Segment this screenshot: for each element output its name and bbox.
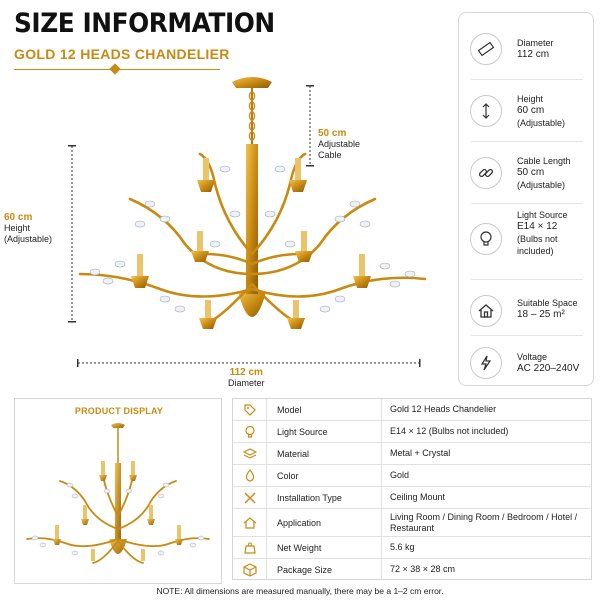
- spec-note: (Adjustable): [517, 180, 566, 190]
- table-key: Installation Type: [277, 492, 342, 503]
- product-image: [15, 421, 221, 581]
- cable-dimension: [318, 128, 360, 161]
- spec-voltage: [459, 335, 595, 395]
- spec-divider: [471, 141, 583, 142]
- spec-value: 18 – 25 m²: [517, 309, 565, 320]
- spec-divider: [471, 79, 583, 80]
- table-value: Metal + Crystal: [381, 443, 589, 464]
- table-value: Gold 12 Heads Chandelier: [381, 399, 589, 420]
- height-arrows-icon: [470, 95, 502, 127]
- cable-label-1: Adjustable: [318, 139, 361, 149]
- light-bulb-icon: [233, 421, 267, 442]
- spec-light-source: [459, 205, 595, 279]
- table-row: [233, 465, 591, 487]
- table-value: Ceiling Mount: [381, 487, 589, 508]
- table-key: Light Source: [277, 426, 328, 437]
- diameter-value: 112 cm: [229, 367, 263, 378]
- cable-label-2: Cable: [318, 150, 342, 160]
- spec-label: Suitable Space: [517, 298, 578, 308]
- product-subtitle: GOLD 12 HEADS CHANDELIER: [14, 46, 230, 62]
- chandelier-illustration: [0, 74, 450, 394]
- table-row: [233, 487, 591, 509]
- product-display-title: PRODUCT DISPLAY: [74, 406, 164, 416]
- table-value: Gold: [381, 465, 589, 486]
- spec-divider: [471, 203, 583, 204]
- layers-icon: [233, 443, 267, 464]
- table-row: [233, 559, 591, 580]
- table-row: [233, 509, 591, 537]
- spec-table: [232, 398, 592, 580]
- house-icon: [233, 509, 267, 536]
- table-key: Package Size: [277, 564, 333, 575]
- table-key: Material: [277, 448, 310, 459]
- spec-label: Light Source: [517, 210, 568, 220]
- divider-diamond-icon: [109, 63, 120, 74]
- spec-label: Voltage: [517, 352, 548, 362]
- tag-icon: [233, 399, 267, 420]
- spec-note: (Adjustable): [517, 118, 566, 128]
- light-bulb-icon: [470, 223, 502, 255]
- table-key: Model: [277, 404, 302, 415]
- table-value: E14 × 12 (Bulbs not included): [381, 421, 589, 442]
- spec-value: E14 × 12: [517, 221, 558, 232]
- height-label-2: (Adjustable): [4, 234, 53, 244]
- table-value: 5.6 kg: [381, 537, 589, 558]
- diameter-label: Diameter: [228, 378, 265, 388]
- tools-icon: [233, 487, 267, 508]
- table-key: Net Weight: [277, 542, 322, 553]
- spec-cable: [459, 143, 595, 203]
- height-label-1: Height: [4, 223, 31, 233]
- table-row: [233, 421, 591, 443]
- table-value: Living Room / Dining Room / Bedroom / Hotel / Restaurant: [381, 509, 589, 536]
- spec-divider: [471, 279, 583, 280]
- spec-panel: [458, 12, 594, 386]
- table-key: Application: [277, 517, 322, 528]
- spec-label: Cable Length: [517, 156, 571, 166]
- chain-link-icon: [470, 157, 502, 189]
- spec-label: Height: [517, 94, 544, 104]
- lightning-icon: [470, 347, 502, 379]
- spec-height: [459, 81, 595, 141]
- cable-value: 50 cm: [318, 128, 347, 139]
- footer-note: NOTE: All dimensions are measured manually, there may be a 1–2 cm error.: [156, 586, 444, 596]
- product-display-box: [14, 398, 222, 584]
- height-dimension: [4, 212, 52, 245]
- spec-value: 50 cm: [517, 167, 545, 178]
- color-drop-icon: [233, 465, 267, 486]
- house-icon: [470, 295, 502, 327]
- height-value: 60 cm: [4, 212, 33, 223]
- spec-space: [459, 281, 595, 341]
- table-row: [233, 399, 591, 421]
- ruler-icon: [470, 33, 502, 65]
- chandelier-hero: [0, 74, 450, 394]
- spec-note: (Bulbs not included): [517, 234, 558, 256]
- spec-value: 112 cm: [517, 49, 550, 60]
- page-title: SIZE INFORMATION: [14, 8, 275, 39]
- table-row: [233, 537, 591, 559]
- spec-value: 60 cm: [517, 105, 545, 116]
- table-value: 72 × 38 × 28 cm: [381, 559, 589, 580]
- table-key: Color: [277, 470, 299, 481]
- spec-label: Diameter: [517, 38, 554, 48]
- weight-icon: [233, 537, 267, 558]
- package-icon: [233, 559, 267, 580]
- table-row: [233, 443, 591, 465]
- diameter-dimension: [228, 367, 265, 389]
- spec-value: AC 220–240V: [517, 363, 580, 374]
- spec-diameter: [459, 19, 595, 79]
